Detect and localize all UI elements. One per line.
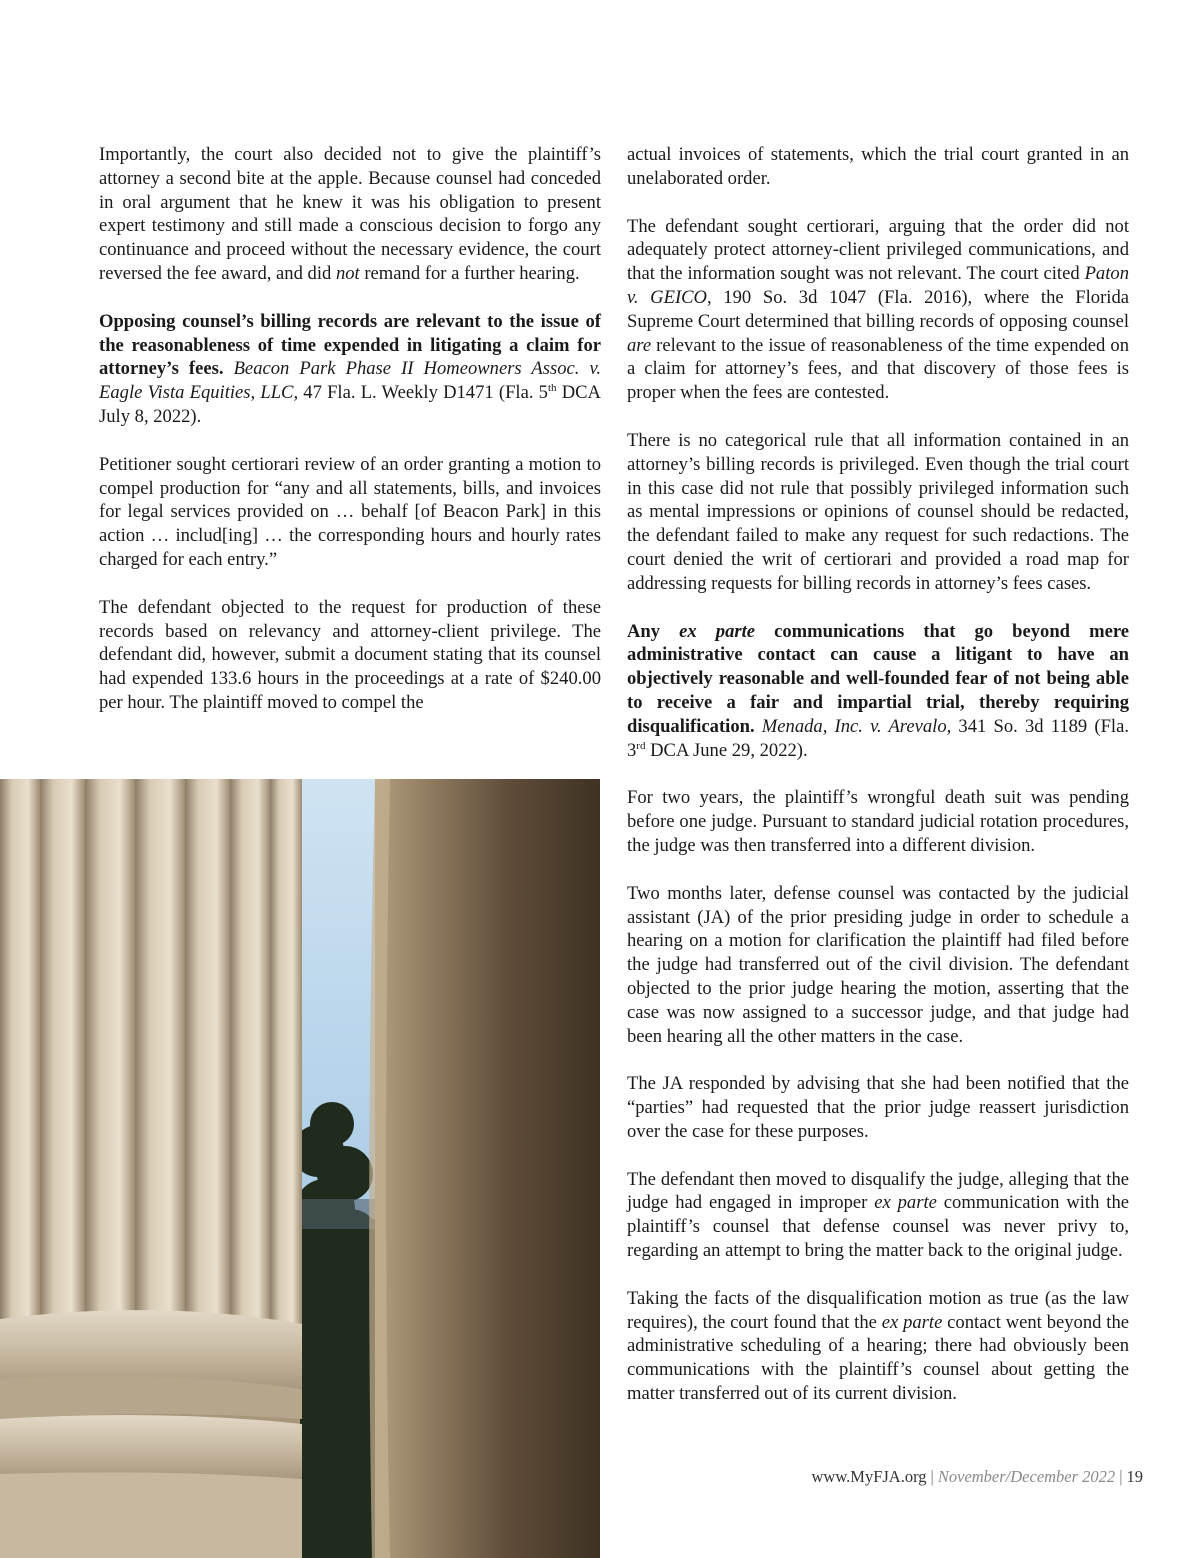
page-number: 19 (1126, 1467, 1143, 1486)
page-footer (811, 1467, 1143, 1487)
paragraph: Taking the facts of the disqualification motion as true (as the law requires), the court found that the ex parte contact went beyond the administrative scheduling of a hearing; there had obviously been communications with the plaintiff’s counsel about getting the matter transferred out of its current division. (627, 1287, 1130, 1405)
column-base (0, 1310, 302, 1558)
paragraph: Two months later, defense counsel was contacted by the judicial assistant (JA) of the prior presiding judge in order to schedule a hearing on a motion for clarification the plaintiff had filed before the judge had transferred out of the civil division. The defendant objected to the prior judge hearing the motion, asserting that the case was now assigned to a successor judge, and that judge had been hearing all the other matters in the case. (627, 882, 1129, 1047)
paragraph: There is no categorical rule that all information contained in an attorney’s billing records is privileged. Even though the trial court in this case did not rule that possibly privileged information such as mental impressions or opinions of counsel should be redacted, the defendant failed to make any request for such redactions. The court denied the writ of certiorari and provided a road map for addressing requests for billing records in attorney’s fees cases. (627, 429, 1129, 594)
paragraph: actual invoices of statements, which the trial court granted in an unelaborated order. (627, 144, 1129, 189)
courthouse-columns-photo (0, 779, 600, 1558)
right-column (627, 143, 1129, 1430)
paragraph: For two years, the plaintiff’s wrongful death suit was pending before one judge. Pursuant to standard judicial rotation procedures, the judge was then transferred into a different division. (627, 787, 1129, 856)
paragraph: Importantly, the court also decided not to give the plaintiff’s attorney a second bite at the apple. Because counsel had conceded in oral argument that he knew it was his obligation to present expert testimony and still made a conscious decision to forgo any continuance and proceed without the necessary evidence, the court reversed the fee award, and did not remand for a further hearing. (99, 144, 601, 284)
section-heading: Any ex parte communications that go beyond mere administrative contact can cause a litigant to have an objectively reasonable and well-founded fear of not being able to receive a fair and impartial trial, thereby requiring disqualification. (627, 620, 1130, 737)
left-column (99, 143, 601, 739)
paragraph: The defendant then moved to disqualify the judge, alleging that the judge had engaged in improper ex parte communication with the plaintiff’s counsel that defense counsel was never privy to, regarding an attempt to bring the matter back to the original judge. (627, 1168, 1130, 1262)
paragraph: The JA responded by advising that she had been notified that the “parties” had requested that the prior judge reassert jurisdiction over the case for these purposes. (627, 1073, 1129, 1142)
case-summary: Opposing counsel’s billing records are relevant to the issue of the reasonableness of time expended in litigating a claim for attorney’s fees. Beacon Park Phase II Homeowners Assoc. v. Eagle Vista Equities, LLC, 47 Fla. L. Weekly D1471 (Fla. 5th DCA July 8, 2022). (99, 310, 602, 427)
column-illustration (0, 779, 600, 1558)
paragraph: The defendant objected to the request for production of these records based on relevancy and attorney-client privilege. The defendant did, however, submit a document stating that its counsel had expended 133.6 hours in the proceedings at a rate of $240.00 per hour. The plaintiff moved to compel the (99, 596, 601, 713)
case-name: Menada, Inc. v. Arevalo, (761, 715, 952, 737)
case-name: Beacon Park Phase II Homeowners Assoc. v. Eagle Vista Equities, LLC, (99, 358, 602, 404)
case-summary: Any ex parte communications that go beyond mere administrative contact can cause a litigant to have an objectively reasonable and well-founded fear of not being able to receive a fair and impartial trial, thereby requiring disqualification. Menada, Inc. v. Arevalo, 341 So. 3d 1189 (Fla. 3rd DCA June 29, 2022). (627, 620, 1130, 761)
citation: 47 Fla. L. Weekly D1471 (Fla. 5 (298, 382, 548, 404)
paragraph: Petitioner sought certiorari review of an order granting a motion to compel production for “any and all statements, bills, and invoices for legal services provided on … behalf [of Beacon Park] in this action … includ[ing] … the corresponding hours and hourly rates charged for each entry.” (99, 453, 601, 570)
right-column-shaft (375, 779, 600, 1558)
paragraph: The defendant sought certiorari, arguing that the order did not adequately protect attorney-client privileged communications, and that the information sought was not relevant. The court cited Paton v. GEICO, 190 So. 3d 1047 (Fla. 2016), where the Florida Supreme Court determined that billing records of opposing counsel are relevant to the issue of reasonableness of the time expended on a claim for attorney’s fees, and that discovery of those fees is proper when the fees are contested. (627, 215, 1129, 404)
citation: 341 So. 3d 1189 (Fla. 3 (627, 715, 1129, 761)
site-link[interactable]: www.MyFJA.org (811, 1467, 927, 1486)
divider: | (930, 1467, 934, 1486)
tree (292, 1102, 380, 1558)
section-heading: Opposing counsel’s billing records are relevant to the issue of the reasonableness of time expended in litigating a claim for attorney’s fees. (99, 310, 601, 380)
case-name: Paton v. GEICO, (627, 263, 1129, 308)
column-flutes (0, 779, 302, 1339)
issue-date: November/December 2022 (937, 1467, 1116, 1486)
divider: | (1119, 1467, 1123, 1486)
